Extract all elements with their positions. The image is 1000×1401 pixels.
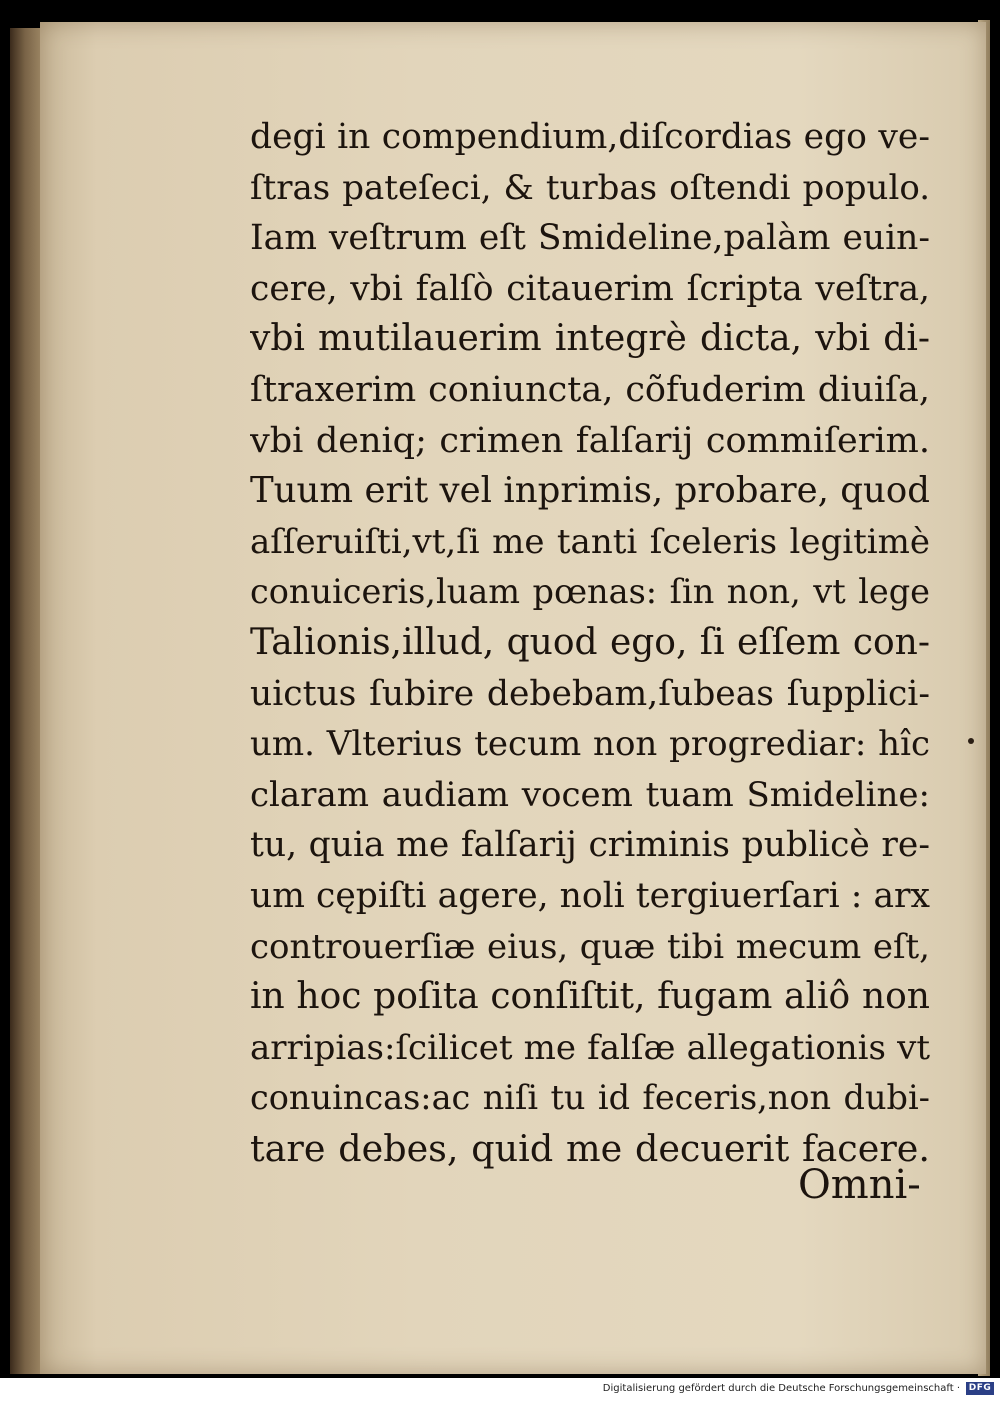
dfg-logo-icon: DFG	[966, 1382, 994, 1395]
text-line: cere, vbi falſò citauerim ſcripta veſtra,	[250, 268, 930, 309]
text-line: tare debes, quid me decuerit facere.	[250, 1126, 930, 1170]
text-line: um cępiſti agere, noli tergiuerſari : arx	[250, 875, 930, 916]
funding-credit: Digitalisierung gefördert durch die Deutsche Forschungsgemeinschaft ·	[602, 1383, 960, 1394]
text-line: tu, quia me falſarij criminis publicè re-	[250, 825, 930, 866]
text-line: Talionis,illud, quod ego, ſi eſſem con-	[250, 621, 930, 663]
book-binding	[10, 28, 44, 1374]
footer-bar	[0, 1378, 1000, 1401]
text-line: arripias:ſcilicet me falſæ allegationis vt	[250, 1027, 930, 1068]
text-line: degi in compendium,diſcordias ego ve-	[250, 117, 930, 157]
text-line: Iam veſtrum eſt Smideline,palàm euin-	[250, 218, 930, 259]
text-line: in hoc poſita conſiſtit, fugam aliô non	[250, 976, 930, 1018]
text-line: vbi deniq; crimen falſarij commiſerim.	[250, 420, 930, 461]
text-line: ſtras pateſeci, & turbas oſtendi populo.	[250, 167, 930, 208]
body-text	[250, 112, 930, 1174]
text-line: aſſeruiſti,vt,ſi me tanti ſceleris legitimè	[250, 521, 930, 562]
text-line: conuiceris,luam pœnas: ſin non, vt lege	[250, 572, 930, 612]
catchword: Omni-	[798, 1162, 921, 1208]
text-line: claram audiam vocem tuam Smideline:	[250, 774, 930, 815]
text-line: controuerſiæ eius, quæ tibi mecum eſt,	[250, 926, 930, 967]
text-line: uictus ſubire debebam,ſubeas ſupplici-	[250, 673, 930, 714]
text-line: ſtraxerim coniuncta, cõfuderim diuiſa,	[250, 369, 930, 410]
ink-dot	[968, 738, 974, 744]
text-line: conuincas:ac niſi tu id feceris,non dubi-	[250, 1078, 930, 1118]
text-line: vbi mutilauerim integrè dicta, vbi di-	[250, 318, 930, 360]
text-line: um. Vlterius tecum non progrediar: hîc	[250, 724, 930, 765]
text-line: Tuum erit vel inprimis, probare, quod	[250, 470, 930, 512]
